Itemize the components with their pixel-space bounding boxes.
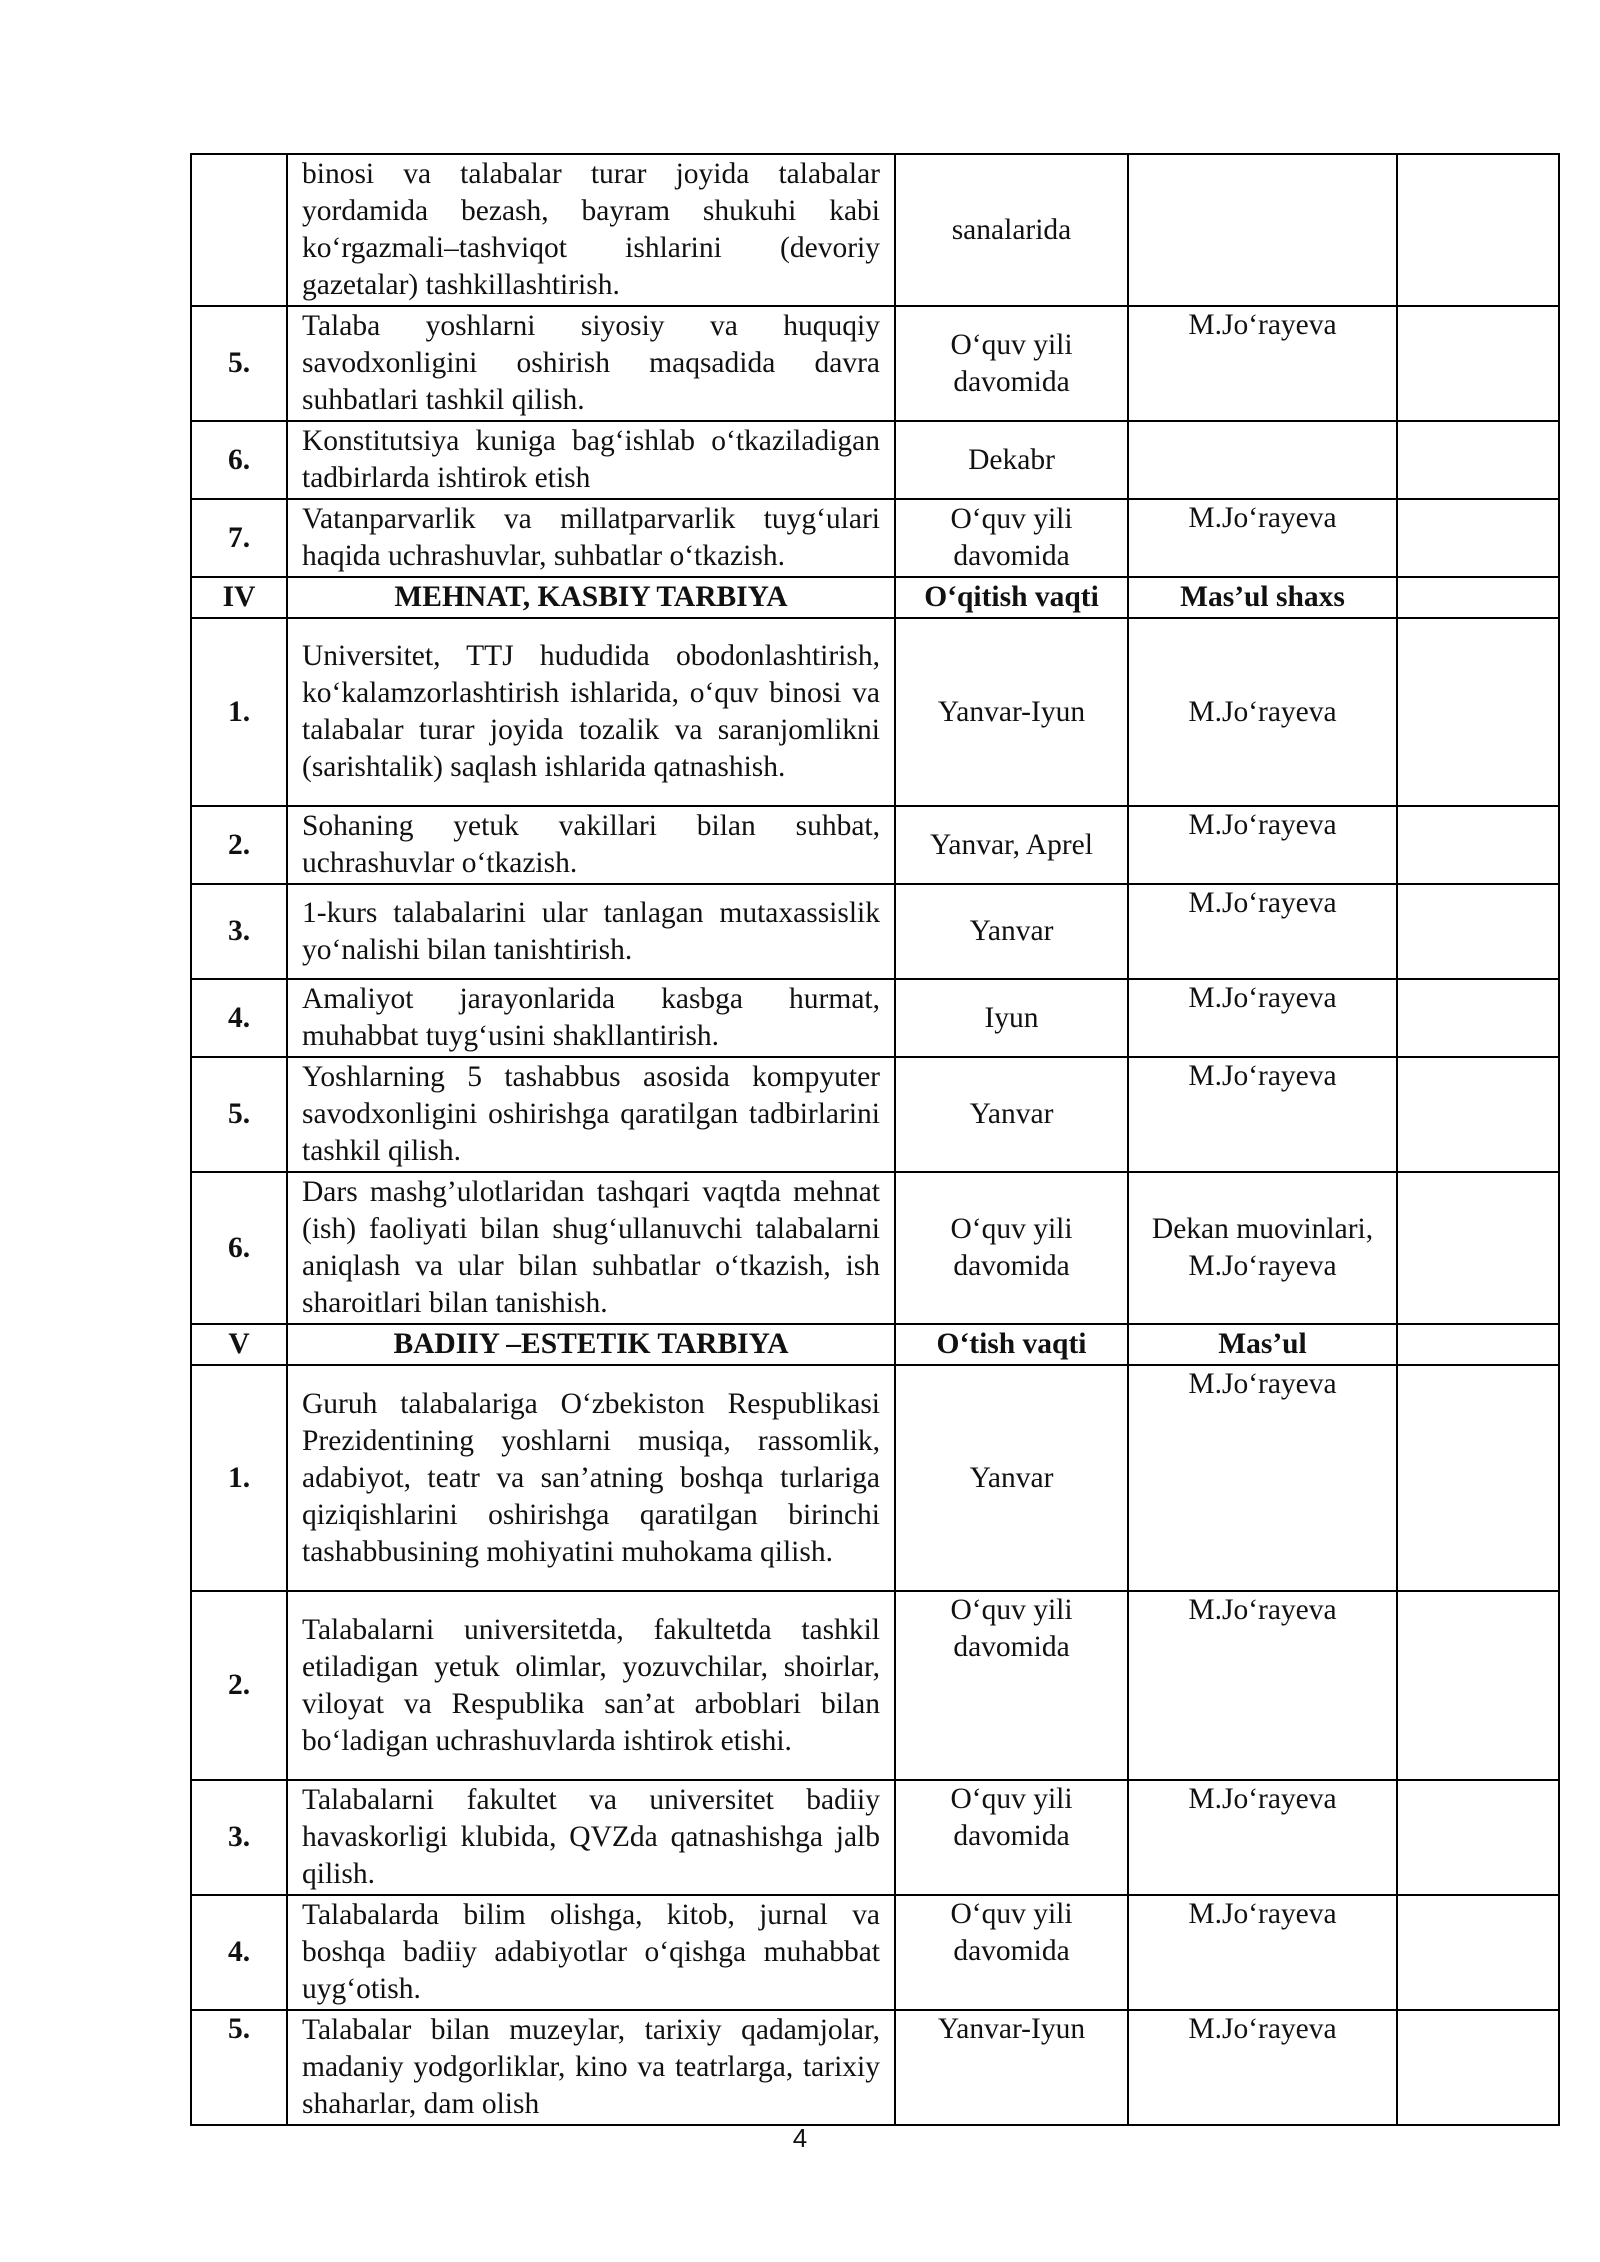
activity-cell: binosi va talabalar turar joyida talabalar yordamida bezash, bayram shukuhi kabi koʻrgazmali–tashviqot ishlarini (devoriy gazetalar) tashkillashtirish. xyxy=(287,154,895,306)
responsible-cell: M.Joʻrayeva xyxy=(1128,499,1397,577)
notes-cell xyxy=(1397,806,1559,884)
notes-cell xyxy=(1397,1324,1559,1365)
responsible-cell: M.Joʻrayeva xyxy=(1128,306,1397,421)
table-row xyxy=(191,306,1559,421)
row-number-cell: 2. xyxy=(191,1591,287,1780)
table-row xyxy=(191,884,1559,979)
table-row xyxy=(191,1172,1559,1324)
timing-cell: Oʻquv yili davomida xyxy=(895,1780,1128,1895)
responsible-cell: M.Joʻrayeva xyxy=(1128,618,1397,806)
responsible-cell: Dekan muovinlari, M.Joʻrayeva xyxy=(1128,1172,1397,1324)
timing-cell: Yanvar xyxy=(895,884,1128,979)
notes-cell xyxy=(1397,421,1559,499)
table-row xyxy=(191,1591,1559,1780)
timing-cell: Oʻquv yili davomida xyxy=(895,1895,1128,2010)
timing-cell: Oʻqitish vaqti xyxy=(895,577,1128,618)
timing-cell: Iyun xyxy=(895,979,1128,1057)
row-number-cell: IV xyxy=(191,577,287,618)
page-number: 4 xyxy=(792,2123,808,2153)
responsible-cell: M.Joʻrayeva xyxy=(1128,1780,1397,1895)
responsible-cell: Mas’ul xyxy=(1128,1324,1397,1365)
responsible-cell: M.Joʻrayeva xyxy=(1128,1895,1397,2010)
activity-cell: MEHNAT, KASBIY TARBIYA xyxy=(287,577,895,618)
timing-cell: Oʻquv yili davomida xyxy=(895,499,1128,577)
activity-cell: Talabalar bilan muzeylar, tarixiy qadamjolar, madaniy yodgorliklar, kino va teatrlarga, tarixiy shaharlar, dam olish xyxy=(287,2010,895,2125)
timing-cell: Yanvar xyxy=(895,1057,1128,1172)
table-row xyxy=(191,806,1559,884)
row-number-cell: 5. xyxy=(191,1057,287,1172)
activity-cell: 1-kurs talabalarini ular tanlagan mutaxassislik yoʻnalishi bilan tanishtirish. xyxy=(287,884,895,979)
responsible-cell: M.Joʻrayeva xyxy=(1128,2010,1397,2125)
responsible-cell xyxy=(1128,421,1397,499)
notes-cell xyxy=(1397,577,1559,618)
timing-cell: Yanvar-Iyun xyxy=(895,618,1128,806)
activity-cell: Guruh talabalariga Oʻzbekiston Respublikasi Prezidentining yoshlarni musiqa, rassomlik, adabiyot, teatr va san’atning boshqa turlariga qiziqishlarini oshirishga qaratilgan birinchi tashabbusining mohiyatini muhokama qilish. xyxy=(287,1365,895,1591)
table-row xyxy=(191,1057,1559,1172)
notes-cell xyxy=(1397,1780,1559,1895)
activity-cell: Dars mashg’ulotlaridan tashqari vaqtda mehnat (ish) faoliyati bilan shugʻullanuvchi talabalarni aniqlash va ular bilan suhbatlar oʻtkazish, ish sharoitlari bilan tanishish. xyxy=(287,1172,895,1324)
activity-cell: Amaliyot jarayonlarida kasbga hurmat, muhabbat tuygʻusini shakllantirish. xyxy=(287,979,895,1057)
table-row xyxy=(191,2010,1559,2125)
table-row xyxy=(191,421,1559,499)
responsible-cell: M.Joʻrayeva xyxy=(1128,1591,1397,1780)
activity-cell: Talabalarni universitetda, fakultetda tashkil etiladigan yetuk olimlar, yozuvchilar, shoirlar, viloyat va Respublika san’at arboblari bilan boʻladigan uchrashuvlarda ishtirok etishi. xyxy=(287,1591,895,1780)
notes-cell xyxy=(1397,2010,1559,2125)
timing-cell: Oʻtish vaqti xyxy=(895,1324,1128,1365)
activity-cell: Sohaning yetuk vakillari bilan suhbat, uchrashuvlar oʻtkazish. xyxy=(287,806,895,884)
row-number-cell: 5. xyxy=(191,2010,287,2125)
timing-cell: Oʻquv yili davomida xyxy=(895,306,1128,421)
table-row xyxy=(191,979,1559,1057)
row-number-cell: 7. xyxy=(191,499,287,577)
responsible-cell: M.Joʻrayeva xyxy=(1128,806,1397,884)
row-number-cell: V xyxy=(191,1324,287,1365)
activity-cell: Vatanparvarlik va millatparvarlik tuygʻulari haqida uchrashuvlar, suhbatlar oʻtkazish. xyxy=(287,499,895,577)
notes-cell xyxy=(1397,154,1559,306)
table-row xyxy=(191,1780,1559,1895)
table-row xyxy=(191,618,1559,806)
timing-cell: Yanvar xyxy=(895,1365,1128,1591)
notes-cell xyxy=(1397,1057,1559,1172)
row-number-cell: 3. xyxy=(191,1780,287,1895)
timing-cell: Yanvar-Iyun xyxy=(895,2010,1128,2125)
activity-cell: Universitet, TTJ hududida obodonlashtirish, koʻkalamzorlashtirish ishlarida, oʻquv binosi va talabalar turar joyida tozalik va saranjomlikni (sarishtalik) saqlash ishlarida qatnashish. xyxy=(287,618,895,806)
section-header-row xyxy=(191,1324,1559,1365)
activity-cell: Talabalarda bilim olishga, kitob, jurnal va boshqa badiiy adabiyotlar oʻqishga muhabbat uygʻotish. xyxy=(287,1895,895,2010)
timing-cell: Dekabr xyxy=(895,421,1128,499)
activity-cell: Talabalarni fakultet va universitet badiiy havaskorligi klubida, QVZda qatnashishga jalb qilish. xyxy=(287,1780,895,1895)
plan-table xyxy=(190,153,1560,2126)
responsible-cell: M.Joʻrayeva xyxy=(1128,884,1397,979)
row-number-cell: 6. xyxy=(191,421,287,499)
notes-cell xyxy=(1397,979,1559,1057)
responsible-cell: M.Joʻrayeva xyxy=(1128,1365,1397,1591)
row-number-cell xyxy=(191,154,287,306)
table-row xyxy=(191,1365,1559,1591)
responsible-cell: M.Joʻrayeva xyxy=(1128,979,1397,1057)
row-number-cell: 2. xyxy=(191,806,287,884)
row-number-cell: 4. xyxy=(191,1895,287,2010)
activity-cell: BADIIY –ESTETIK TARBIYA xyxy=(287,1324,895,1365)
row-number-cell: 5. xyxy=(191,306,287,421)
row-number-cell: 4. xyxy=(191,979,287,1057)
section-header-row xyxy=(191,577,1559,618)
notes-cell xyxy=(1397,1591,1559,1780)
notes-cell xyxy=(1397,1172,1559,1324)
row-number-cell: 3. xyxy=(191,884,287,979)
activity-cell: Konstitutsiya kuniga bagʻishlab oʻtkaziladigan tadbirlarda ishtirok etish xyxy=(287,421,895,499)
notes-cell xyxy=(1397,618,1559,806)
timing-cell: Oʻquv yili davomida xyxy=(895,1172,1128,1324)
responsible-cell: Mas’ul shaxs xyxy=(1128,577,1397,618)
responsible-cell: M.Joʻrayeva xyxy=(1128,1057,1397,1172)
notes-cell xyxy=(1397,1895,1559,2010)
activity-cell: Yoshlarning 5 tashabbus asosida kompyuter savodxonligini oshirishga qaratilgan tadbirlarini tashkil qilish. xyxy=(287,1057,895,1172)
notes-cell xyxy=(1397,499,1559,577)
row-number-cell: 6. xyxy=(191,1172,287,1324)
table-row xyxy=(191,154,1559,306)
table-row xyxy=(191,499,1559,577)
timing-cell: Yanvar, Aprel xyxy=(895,806,1128,884)
row-number-cell: 1. xyxy=(191,1365,287,1591)
timing-cell: Oʻquv yili davomida xyxy=(895,1591,1128,1780)
responsible-cell xyxy=(1128,154,1397,306)
table-row xyxy=(191,1895,1559,2010)
notes-cell xyxy=(1397,1365,1559,1591)
notes-cell xyxy=(1397,306,1559,421)
notes-cell xyxy=(1397,884,1559,979)
row-number-cell: 1. xyxy=(191,618,287,806)
activity-cell: Talaba yoshlarni siyosiy va huquqiy savodxonligini oshirish maqsadida davra suhbatlari tashkil qilish. xyxy=(287,306,895,421)
timing-cell: sanalarida xyxy=(895,154,1128,306)
